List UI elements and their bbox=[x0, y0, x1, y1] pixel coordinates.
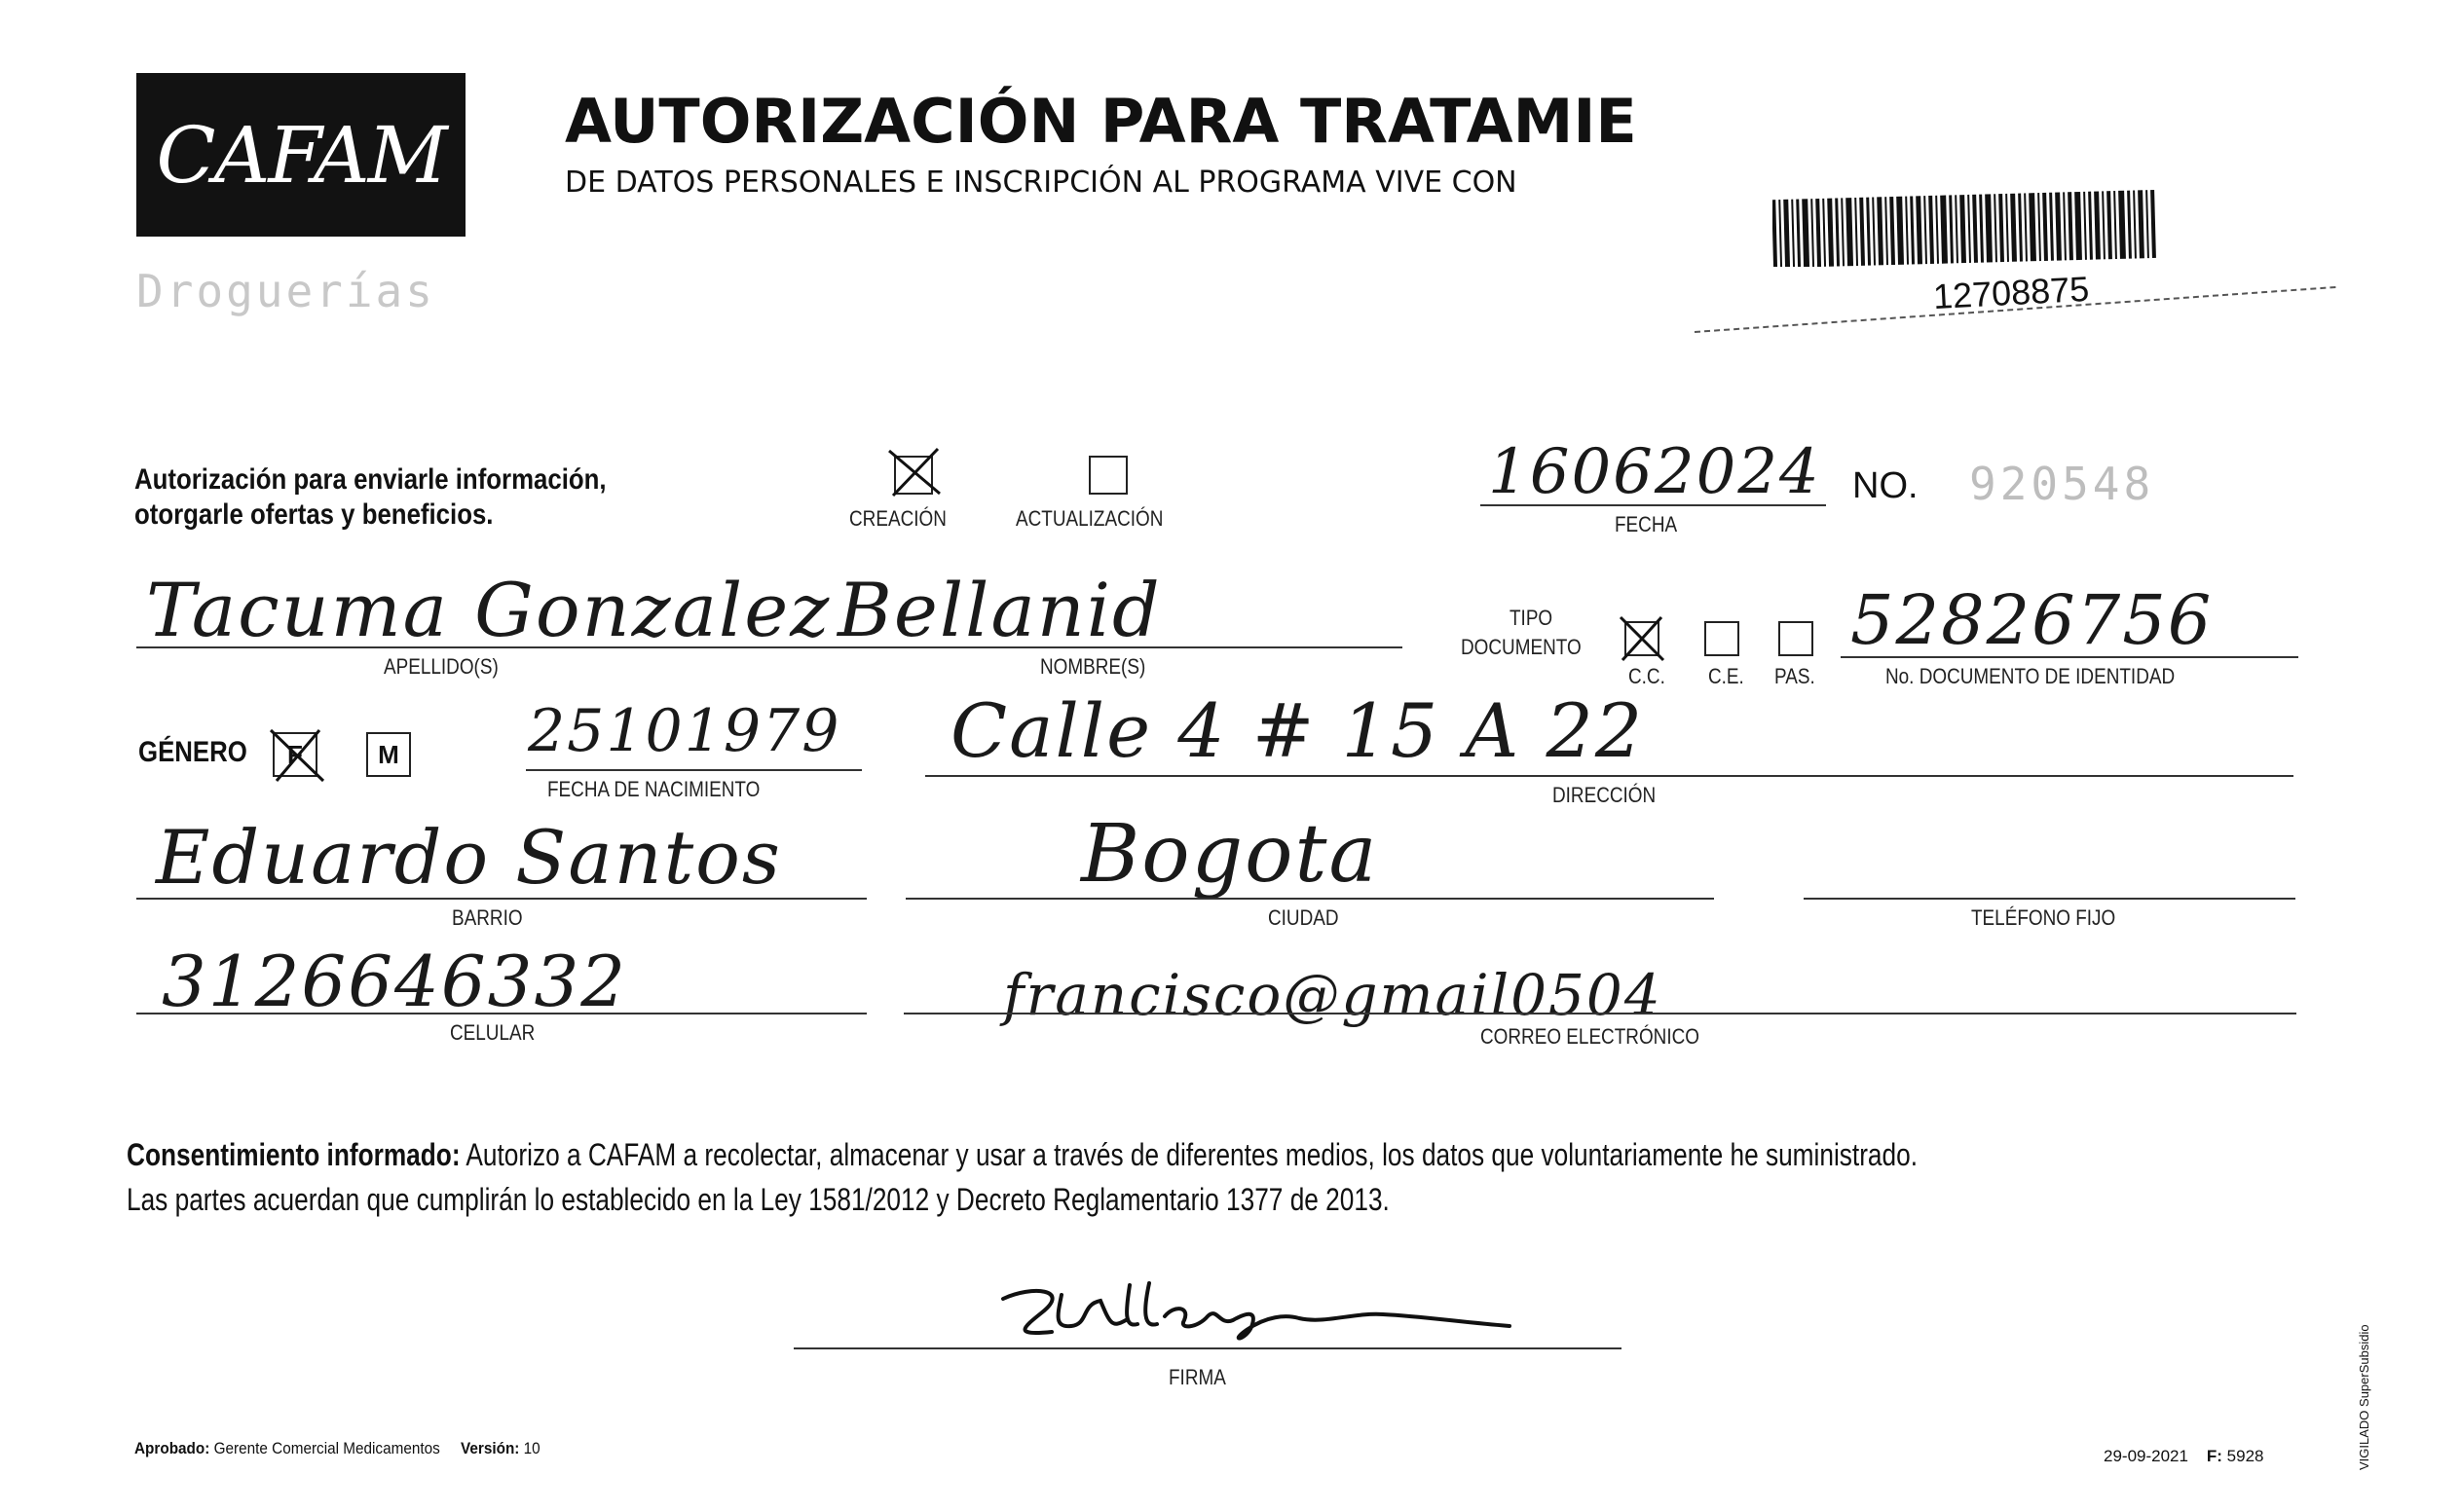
fecha-line bbox=[1480, 504, 1826, 506]
checkmark-x-icon bbox=[881, 443, 948, 501]
fecha-value: 16062024 bbox=[1488, 436, 1821, 508]
fecha-label: FECHA bbox=[1615, 512, 1678, 536]
genero-m-label: M bbox=[378, 739, 399, 769]
fecha-nacimiento-value: 25101979 bbox=[528, 697, 841, 765]
nacimiento-line bbox=[526, 769, 862, 771]
footer-date bbox=[2104, 1447, 2263, 1466]
ciudad-line bbox=[906, 898, 1714, 900]
doc-pas-label: PAS. bbox=[1774, 664, 1815, 688]
tipo-documento-label-1: TIPO bbox=[1510, 606, 1553, 630]
documento-line bbox=[1841, 656, 2298, 658]
actualizacion-label: ACTUALIZACIÓN bbox=[1016, 506, 1164, 531]
barcode-number: 12708875 bbox=[1932, 268, 2091, 317]
documento-value: 52826756 bbox=[1850, 580, 2214, 660]
aprobado-value: Gerente Comercial Medicamentos bbox=[213, 1439, 440, 1457]
celular-line bbox=[136, 1013, 867, 1014]
form-subtitle: DE DATOS PERSONALES E INSCRIPCIÓN AL PROGRAMA VIVE CON bbox=[565, 166, 1517, 200]
correo-line bbox=[904, 1013, 2296, 1014]
firma-line bbox=[794, 1347, 1621, 1349]
celular-value: 3126646332 bbox=[162, 940, 628, 1022]
form-title: AUTORIZACIÓN PARA TRATAMIE bbox=[565, 86, 1637, 157]
nombres-label: NOMBRE(S) bbox=[1040, 654, 1146, 679]
doc-cc-label: C.C. bbox=[1628, 664, 1665, 688]
barrio-value: Eduardo Santos bbox=[156, 814, 782, 901]
barrio-label: BARRIO bbox=[452, 905, 523, 930]
name-line bbox=[136, 646, 1402, 648]
consent-text: Autorizo a CAFAM a recolectar, almacenar y usar a través de diferentes medios, los datos que voluntariamente he suministrado. bbox=[460, 1137, 1919, 1172]
genero-m-checkbox[interactable] bbox=[366, 732, 411, 777]
creacion-label: CREACIÓN bbox=[849, 506, 947, 531]
genero-label: GÉNERO bbox=[138, 736, 247, 768]
tipo-documento-label-2: DOCUMENTO bbox=[1461, 635, 1582, 659]
correo-value: francisco@gmail0504 bbox=[1003, 962, 1662, 1028]
ciudad-value: Bogota bbox=[1081, 808, 1379, 901]
doc-ce-checkbox[interactable] bbox=[1704, 621, 1739, 656]
apellidos-value: Tacuma Gonzalez bbox=[146, 567, 832, 653]
numero-label: NO. bbox=[1852, 465, 1919, 506]
authorization-text-2: otorgarle ofertas y beneficios. bbox=[134, 498, 494, 531]
footer-approved bbox=[134, 1439, 540, 1458]
direccion-value: Calle 4 # 15 A 22 bbox=[950, 687, 1645, 774]
form-value: 5928 bbox=[2226, 1447, 2264, 1465]
footer-date-value: 29-09-2021 bbox=[2104, 1447, 2188, 1465]
version-label: Versión: bbox=[461, 1439, 520, 1457]
direccion-line bbox=[925, 775, 2293, 777]
nombres-value: Bellanid bbox=[838, 567, 1162, 653]
barrio-line bbox=[136, 898, 867, 900]
actualizacion-checkbox[interactable] bbox=[1089, 456, 1128, 495]
consent-line-2: Las partes acuerdan que cumplirán lo establecido en la Ley 1581/2012 y Decreto Reglamentario 1377 de 2013. bbox=[127, 1182, 1390, 1217]
telefono-label: TELÉFONO FIJO bbox=[1971, 905, 2116, 930]
celular-label: CELULAR bbox=[450, 1020, 536, 1045]
numero-value: 920548 bbox=[1969, 458, 2155, 510]
form-label: F: bbox=[2206, 1447, 2222, 1465]
consent-bold: Consentimiento informado: bbox=[127, 1137, 461, 1172]
aprobado-label: Aprobado: bbox=[134, 1439, 210, 1457]
cafam-logo bbox=[136, 73, 466, 237]
telefono-line bbox=[1804, 898, 2295, 900]
genero-f-label: F bbox=[287, 739, 303, 769]
barcode bbox=[1772, 185, 2162, 267]
documento-label: No. DOCUMENTO DE IDENTIDAD bbox=[1885, 664, 2176, 688]
sub-brand: Droguerías bbox=[136, 265, 435, 317]
ciudad-label: CIUDAD bbox=[1268, 905, 1339, 930]
version-value: 10 bbox=[523, 1439, 540, 1457]
checkmark-x-icon bbox=[1613, 611, 1671, 666]
apellidos-label: APELLIDO(S) bbox=[384, 654, 499, 679]
direccion-label: DIRECCIÓN bbox=[1552, 783, 1657, 807]
consent-paragraph bbox=[127, 1137, 1918, 1173]
doc-ce-label: C.E. bbox=[1708, 664, 1744, 688]
firma-label: FIRMA bbox=[1169, 1365, 1226, 1389]
checkmark-x-icon bbox=[263, 722, 331, 787]
vigilado-vertical-text: VIGILADO SuperSubsidio bbox=[2357, 1324, 2371, 1470]
fecha-nacimiento-label: FECHA DE NACIMIENTO bbox=[547, 777, 761, 801]
correo-label: CORREO ELECTRÓNICO bbox=[1480, 1024, 1699, 1049]
doc-pas-checkbox[interactable] bbox=[1778, 621, 1813, 656]
authorization-text-1: Autorización para enviarle información, bbox=[134, 463, 607, 496]
logo-text: CAFAM bbox=[156, 109, 446, 201]
